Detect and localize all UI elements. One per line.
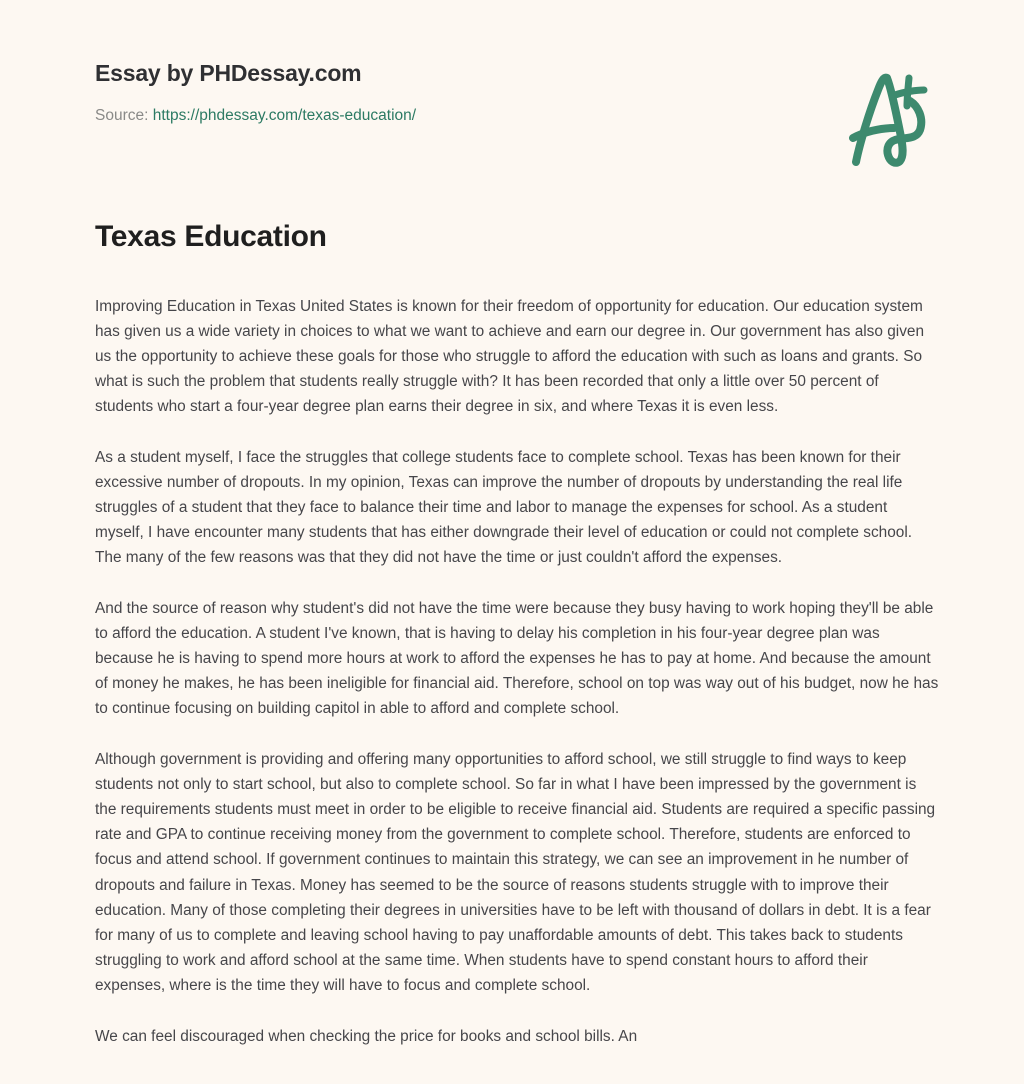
paragraph: Although government is providing and offering many opportunities to afford school, we still struggle to find ways to keep students not only to start school, but also to complete school. So far in what I have been impressed by the government is the requirements students must meet in order to be eligible to receive financial aid. Students are required a specific passing rate and GPA to continue receiving money from the government to complete school. Therefore, students are enforced to focus and attend school. If government continues to maintain this strategy, we can see an improvement in he number of dropouts and failure in Texas. Money has seemed to be the source of reasons students struggle with to improve their education. Many of those completing their degrees in universities have to be left with thousand of dollars in debt. It is a fear for many of us to complete and leaving school having to pay unaffordable amounts of debt. This takes back to students struggling to work and afford school at the same time. When students have to spend constant hours to afford their expenses, where is the time they will have to focus and complete school. — [95, 750, 936, 995]
aplus-logo — [812, 66, 932, 170]
paragraph: We can feel discouraged when checking the price for books and school bills. An — [95, 1027, 638, 1045]
paragraph: And the source of reason why student's did not have the time were because they busy having to work hoping they'll be able to afford the education. A student I've known, that is having to delay his completion in his four-year degree plan was because he is having to spend more hours at work to afford the expenses he has to pay at home. And because the amount of money he makes, he has been ineligible for financial aid. Therefore, school on top was way out of his budget, now he has to continue focusing on building capitol in able to afford and complete school. — [95, 599, 939, 718]
page-header — [95, 60, 935, 126]
source-line — [95, 106, 935, 126]
article — [95, 218, 940, 1049]
source-url-link[interactable]: https://phdessay.com/texas-education/ — [152, 106, 417, 124]
paragraph: Improving Education in Texas United States is known for their freedom of opportunity for education. Our education system has given us a wide variety in choices to what we want to achieve and earn our degree in. Our government has also given us the opportunity to achieve these goals for those who struggle to afford the education with such as loans and grants. So what is such the problem that students really struggle with? It has been recorded that only a little over 50 percent of students who start a four-year degree plan earns their degree in six, and where Texas it is even less. — [95, 297, 925, 416]
source-label: Source: — [95, 106, 149, 124]
page-title: Texas Education — [95, 220, 327, 253]
aplus-handwritten-icon — [812, 66, 932, 170]
brand-title: Essay by PHDessay.com — [95, 60, 362, 86]
paragraph: As a student myself, I face the struggles that college students face to complete school. Texas has been known for their excessive number of dropouts. In my opinion, Texas can improve the number of dropouts by understanding the real life struggles of a student that they face to balance their time and labor to manage the expenses for school. As a student myself, I have encounter many students that has either downgrade their level of education or could not complete school. The many of the few reasons was that they did not have the time or just couldn't afford the expenses. — [95, 448, 913, 567]
article-body — [95, 294, 940, 1049]
